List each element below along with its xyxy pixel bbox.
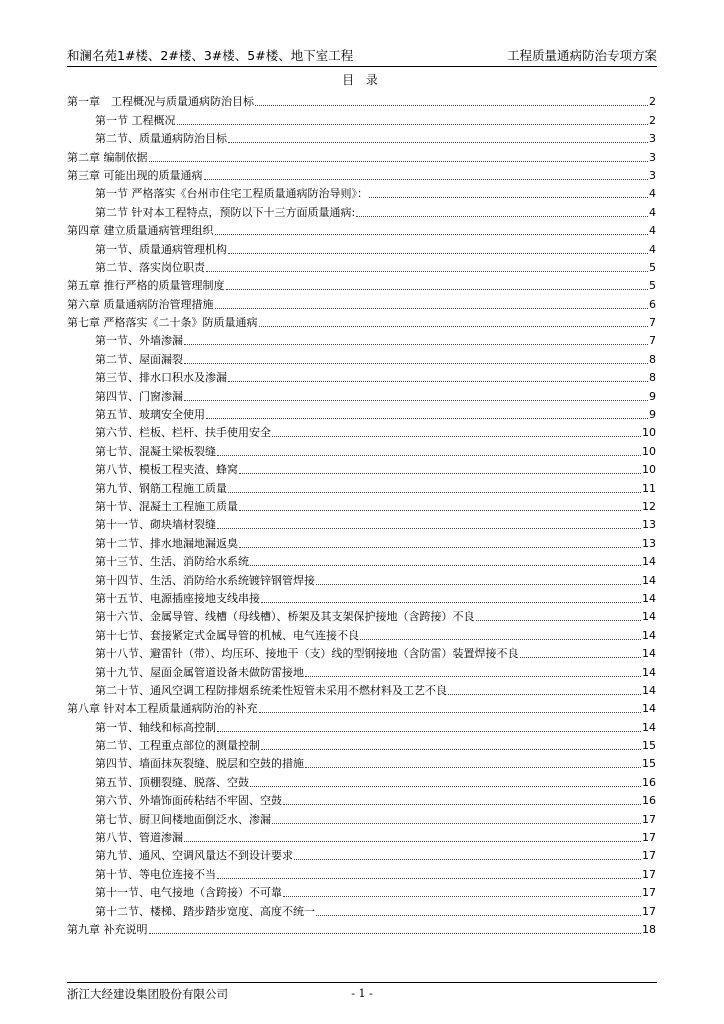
toc-entry-page-number: 11 [642,481,656,495]
toc-dot-leader [356,216,648,217]
toc-entry-page-number: 5 [649,260,656,274]
toc-section-entry[interactable] [67,808,656,826]
toc-dot-leader [204,179,649,180]
toc-entry-label: 第十七节、套接紧定式金属导管的机械、电气连接不良 [95,628,359,642]
toc-entry-page-number: 8 [649,371,656,385]
toc-chapter-entry[interactable] [67,220,656,238]
toc-entry-page-number: 9 [649,389,656,403]
toc-dot-leader [228,492,641,493]
toc-dot-leader [255,105,648,106]
toc-entry-page-number: 4 [649,242,656,256]
toc-section-entry[interactable] [67,238,656,256]
toc-entry-page-number: 2 [649,113,656,127]
header-document-title: 工程质量通病防治专项方案 [506,48,657,63]
toc-entry-label: 第三节、排水口积水及渗漏 [95,371,227,385]
toc-section-entry[interactable] [67,863,656,881]
toc-section-entry[interactable] [67,201,656,219]
header-project-name: 和澜名苑1#楼、2#楼、3#楼、5#楼、地下室工程 [67,48,354,63]
toc-entry-page-number: 17 [642,904,656,918]
toc-entry-page-number: 17 [642,849,656,863]
toc-section-entry[interactable] [67,459,656,477]
toc-dot-leader [228,253,648,254]
toc-dot-leader [283,896,641,897]
toc-section-entry[interactable] [67,790,656,808]
footer-company-name: 浙江大经建设集团股份有限公司 [67,987,228,1001]
toc-entry-label: 第四节、墙面抹灰裂缝、脱层和空鼓的措施 [95,757,304,771]
toc-dot-leader [272,436,641,437]
toc-entry-label: 第二节、质量通病防治目标 [95,132,227,146]
toc-section-entry[interactable] [67,128,656,146]
toc-entry-label: 第八章 针对本工程质量通病防治的补充 [67,702,258,716]
toc-entry-label: 第十五节、电源插座接地支线串接 [95,591,260,605]
toc-entry-label: 第二章 编制依据 [67,150,148,164]
toc-chapter-entry[interactable] [67,91,656,109]
toc-entry-label: 第十三节、生活、消防给水系统 [95,555,249,569]
toc-entry-label: 第六节、栏板、栏杆、扶手使用安全 [95,426,271,440]
toc-entry-page-number: 13 [642,536,656,550]
toc-entry-label: 第一节、质量通病管理机构 [95,242,227,256]
toc-section-entry[interactable] [67,624,656,642]
toc-entry-page-number: 17 [642,812,656,826]
toc-section-entry[interactable] [67,385,656,403]
toc-entry-page-number: 14 [642,628,656,642]
toc-entry-label: 第二节、屋面漏裂 [95,352,183,366]
toc-entry-page-number: 3 [649,168,656,182]
toc-dot-leader [215,308,649,309]
toc-chapter-entry[interactable] [67,312,656,330]
toc-entry-page-number: 17 [642,831,656,845]
toc-entry-page-number: 10 [642,426,656,440]
toc-dot-leader [283,804,641,805]
toc-dot-leader [149,933,642,934]
toc-entry-label: 第二十节、通风空调工程防排烟系统柔性短管未采用不燃材料及工艺不良 [95,683,447,697]
toc-entry-page-number: 14 [642,555,656,569]
toc-entry-page-number: 8 [649,352,656,366]
toc-entry-label: 第三章 可能出现的质量通病 [67,168,203,182]
toc-entry-label: 第十一节、砌块墙材裂缝 [95,518,216,532]
toc-entry-page-number: 14 [642,683,656,697]
toc-entry-page-number: 10 [642,444,656,458]
toc-entry-label: 第十节、混凝土工程施工质量 [95,499,238,513]
toc-section-entry[interactable] [67,680,656,698]
toc-chapter-entry[interactable] [67,698,656,716]
toc-entry-label: 第二节、落实岗位职责 [95,260,205,274]
toc-entry-label: 第一节、轴线和标高控制 [95,720,216,734]
page-header [67,48,657,64]
toc-entry-page-number: 14 [642,720,656,734]
toc-dot-leader [184,363,648,364]
page-footer [67,986,657,1002]
toc-dot-leader [217,878,641,879]
toc-entry-page-number: 16 [642,794,656,808]
toc-entry-page-number: 15 [642,739,656,753]
toc-section-entry[interactable] [67,109,656,127]
toc-entry-label: 第十六节、金属导管、线槽（母线槽）、桥架及其支架保护接地（含跨接）不良 [95,610,475,624]
toc-section-entry[interactable] [67,753,656,771]
toc-section-entry[interactable] [67,330,656,348]
toc-entry-page-number: 14 [642,665,656,679]
toc-entry-label: 第六章 质量通病防治管理措施 [67,297,214,311]
toc-entry-label: 第十一节、电气接地（含跨接）不可靠 [95,886,282,900]
toc-entry-label: 第九节、通风、空调风量达不到设计要求 [95,849,293,863]
toc-entry-page-number: 17 [642,867,656,881]
toc-section-entry[interactable] [67,716,656,734]
toc-dot-leader [259,712,642,713]
toc-dot-leader [217,455,641,456]
toc-dot-leader [294,859,641,860]
toc-dot-leader [360,639,641,640]
toc-section-entry[interactable] [67,882,656,900]
toc-entry-page-number: 4 [649,187,656,201]
toc-entry-page-number: 15 [642,757,656,771]
toc-dot-leader [305,676,641,677]
toc-section-entry[interactable] [67,183,656,201]
toc-dot-leader [184,400,648,401]
toc-chapter-entry[interactable] [67,293,656,311]
toc-entry-label: 第一章 工程概况与质量通病防治目标 [67,95,254,109]
toc-section-entry[interactable] [67,551,656,569]
toc-section-entry[interactable] [67,845,656,863]
toc-entry-label: 第十九节、屋面金属管道设备未做防雷接地 [95,665,304,679]
toc-entry-page-number: 7 [649,334,656,348]
toc-section-entry[interactable] [67,348,656,366]
toc-entry-page-number: 16 [642,775,656,789]
toc-dot-leader [217,731,641,732]
toc-entry-page-number: 10 [642,463,656,477]
toc-entry-page-number: 4 [649,205,656,219]
toc-entry-label: 第九章 补充说明 [67,922,148,936]
toc-entry-page-number: 5 [649,279,656,293]
toc-section-entry[interactable] [67,735,656,753]
toc-entry-label: 第四节、门窗渗漏 [95,389,183,403]
toc-section-entry[interactable] [67,367,656,385]
toc-dot-leader [261,602,641,603]
toc-dot-leader [250,565,641,566]
toc-dot-leader [316,584,641,585]
toc-dot-leader [217,528,641,529]
toc-dot-leader [206,271,648,272]
toc-entry-page-number: 14 [642,647,656,661]
toc-entry-label: 第一节 严格落实《台州市住宅工程质量通病防治导则》： [95,187,368,201]
toc-section-entry[interactable] [67,569,656,587]
toc-entry-label: 第二节 针对本工程特点，预防以下十三方面质量通病: [95,205,356,219]
toc-dot-leader [261,749,641,750]
toc-dot-leader [239,547,641,548]
toc-dot-leader [259,326,649,327]
toc-section-entry[interactable] [67,532,656,550]
toc-entry-page-number: 17 [642,886,656,900]
toc-section-entry[interactable] [67,643,656,661]
toc-section-entry[interactable] [67,900,656,918]
footer-divider [67,982,657,983]
toc-entry-label: 第七章 严格落实《二十条》防质量通病 [67,316,258,330]
toc-entry-label: 第七节、混凝土梁板裂缝 [95,444,216,458]
toc-chapter-entry[interactable] [67,146,656,164]
toc-entry-page-number: 2 [649,95,656,109]
toc-dot-leader [520,657,642,658]
toc-section-entry[interactable] [67,514,656,532]
toc-entry-label: 第五章 推行严格的质量管理制度 [67,279,225,293]
toc-entry-label: 第十二节、排水地漏地漏返臭 [95,536,238,550]
toc-entry-page-number: 18 [642,922,656,936]
toc-entry-page-number: 9 [649,408,656,422]
toc-entry-label: 第四章 建立质量通病管理组织 [67,224,214,238]
toc-entry-page-number: 3 [649,132,656,146]
toc-entry-page-number: 3 [649,150,656,164]
toc-entry-page-number: 7 [649,316,656,330]
toc-entry-page-number: 12 [642,499,656,513]
toc-section-entry[interactable] [67,404,656,422]
toc-entry-page-number: 14 [642,573,656,587]
toc-section-entry[interactable] [67,477,656,495]
toc-entry-page-number: 14 [642,702,656,716]
toc-entry-page-number: 6 [649,297,656,311]
toc-dot-leader [369,197,648,198]
toc-section-entry[interactable] [67,440,656,458]
toc-chapter-entry[interactable] [67,165,656,183]
toc-entry-label: 第十八节、避雷针（带）、均压环、接地干（支）线的型钢接地（含防雷）装置焊接不良 [95,647,519,661]
toc-chapter-entry[interactable] [67,919,656,937]
toc-dot-leader [149,161,649,162]
toc-dot-leader [305,767,641,768]
toc-dot-leader [228,381,648,382]
toc-dot-leader [316,915,641,916]
toc-section-entry[interactable] [67,257,656,275]
toc-chapter-entry[interactable] [67,275,656,293]
toc-entry-page-number: 4 [649,224,656,238]
toc-entry-page-number: 14 [642,610,656,624]
toc-title: 目 录 [342,73,382,87]
toc-entry-label: 第一节、外墙渗漏 [95,334,183,348]
toc-entry-page-number: 13 [642,518,656,532]
toc-entry-label: 第五节、玻璃安全使用 [95,408,205,422]
toc-dot-leader [228,142,648,143]
toc-section-entry[interactable] [67,827,656,845]
table-of-contents [67,91,656,937]
toc-dot-leader [177,124,649,125]
header-divider [67,66,657,67]
footer-page-number: - 1 - [351,987,373,1000]
toc-section-entry[interactable] [67,588,656,606]
toc-dot-leader [448,694,641,695]
toc-entry-label: 第一节 工程概况 [95,113,176,127]
toc-dot-leader [272,823,641,824]
toc-dot-leader [215,234,649,235]
toc-dot-leader [184,344,648,345]
toc-dot-leader [250,786,641,787]
toc-entry-label: 第十四节、生活、消防给水系统镀锌钢管焊接 [95,573,315,587]
toc-section-entry[interactable] [67,496,656,514]
toc-entry-label: 第八节、模板工程夹渣、蜂窝 [95,463,238,477]
toc-section-entry[interactable] [67,661,656,679]
toc-section-entry[interactable] [67,771,656,789]
toc-dot-leader [226,289,649,290]
toc-entry-label: 第十二节、楼梯、踏步踏步宽度、高度不统一 [95,904,315,918]
toc-entry-label: 第八节、管道渗漏 [95,831,183,845]
toc-entry-label: 第五节、顶棚裂缝、脱落、空鼓 [95,775,249,789]
toc-dot-leader [239,473,641,474]
toc-entry-label: 第二节、工程重点部位的测量控制 [95,739,260,753]
toc-entry-label: 第七节、厨卫间楼地面倒泛水、渗漏 [95,812,271,826]
toc-entry-page-number: 14 [642,591,656,605]
toc-entry-label: 第九节、钢筋工程施工质量 [95,481,227,495]
toc-dot-leader [206,418,648,419]
toc-entry-label: 第十节、等电位连接不当 [95,867,216,881]
toc-dot-leader [184,841,641,842]
toc-section-entry[interactable] [67,606,656,624]
toc-section-entry[interactable] [67,422,656,440]
toc-entry-label: 第六节、外墙饰面砖粘结不牢固、空鼓 [95,794,282,808]
toc-dot-leader [239,510,641,511]
toc-dot-leader [476,620,642,621]
